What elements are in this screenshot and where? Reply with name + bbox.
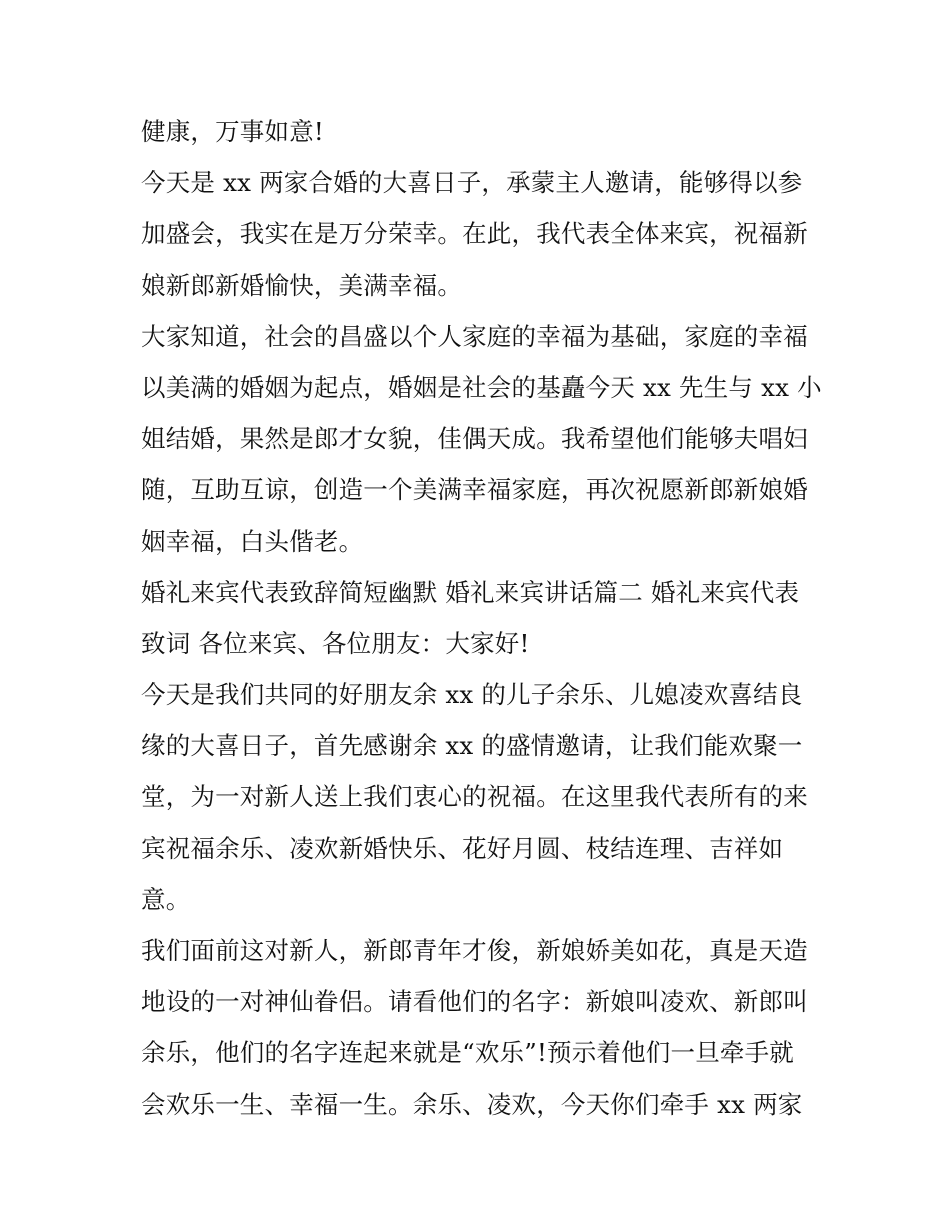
text-line: 加盛会，我实在是万分荣幸。在此，我代表全体来宾，祝福新 [141,219,808,249]
text-line: 姐结婚，果然是郎才女貌，佳偶天成。我希望他们能够夫唱妇 [141,424,808,454]
text-line: 我们面前这对新人，新郎青年才俊，新娘娇美如花，真是天造 [141,936,808,965]
text-line: 致词 各位来宾、各位朋友：大家好! [141,628,530,658]
text-line: 婚礼来宾代表致辞简短幽默 婚礼来宾讲话篇二 婚礼来宾代表 [141,577,800,607]
text-line: 缘的大喜日子，首先感谢余 xx 的盛情邀请，让我们能欢聚一 [141,731,803,761]
text-line: 意。 [141,884,191,914]
text-line: 姻幸福，白头偕老。 [141,526,364,556]
text-line: 随，互助互谅，创造一个美满幸福家庭，再次祝愿新郎新娘婚 [141,475,808,505]
text-line: 地设的一对神仙眷侣。请看他们的名字：新娘叫凌欢、新郎叫 [141,987,808,1017]
text-line: 今天是我们共同的好朋友余 xx 的儿子余乐、儿媳凌欢喜结良 [141,680,803,710]
document-body [141,106,821,1130]
text-line: 堂，为一对新人送上我们衷心的祝福。在这里我代表所有的来 [141,782,808,812]
text-line: 余乐，他们的名字连起来就是“欢乐”!预示着他们一旦牵手就 [141,1038,794,1068]
text-line: 以美满的婚姻为起点，婚姻是社会的基矗今天 xx 先生与 xx 小 [141,372,822,402]
text-line: 娘新郎新婚愉快，美满幸福。 [141,270,463,300]
text-line: 健康，万事如意! [141,117,324,146]
text-line: 宾祝福余乐、凌欢新婚快乐、花好月圆、枝结连理、吉祥如 [141,833,784,863]
text-line: 大家知道，社会的昌盛以个人家庭的幸福为基础，家庭的幸福 [141,321,808,351]
text-line: 会欢乐一生、幸福一生。余乐、凌欢，今天你们牵手 xx 两家 [141,1089,803,1119]
text-line: 今天是 xx 两家合婚的大喜日子，承蒙主人邀请，能够得以参 [141,168,803,198]
